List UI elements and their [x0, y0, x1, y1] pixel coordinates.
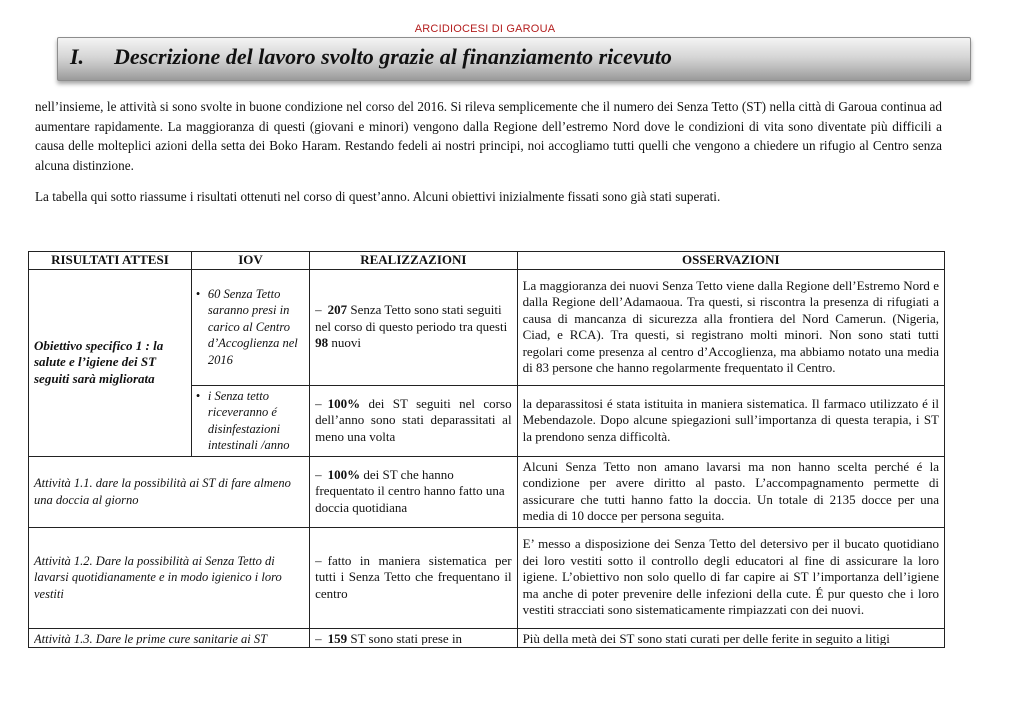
observation-text: Più della metà dei ST sono stati curati per delle ferite in seguito a litigi: [522, 630, 890, 645]
table-row: [29, 456, 945, 527]
realization-cell: [310, 269, 517, 385]
realization-line: [315, 631, 511, 645]
header-risultati-attesi: RISULTATI ATTESI: [29, 252, 192, 270]
section-banner: [57, 37, 971, 81]
realization-text: ST sono stati prese in: [350, 630, 463, 645]
observation-cell: la deparassitosi é stata istituita in maniera sistematica. Il farmaco utilizzato é il Mebendazole. Dopo alcune spiegazioni sull’importanza di questa terapia, i ST la prendono senza difficoltà.: [517, 385, 944, 456]
realization-text: Senza Tetto sono stati seguiti nel corso di questo periodo tra questi: [315, 302, 508, 334]
table-row: [29, 527, 945, 628]
section-title: Descrizione del lavoro svolto grazie al finanziamento ricevuto: [114, 44, 672, 69]
header-realizzazioni: REALIZZAZIONI: [310, 252, 517, 270]
section-number: I.: [70, 44, 85, 69]
realization-number: 100%: [327, 395, 361, 411]
activity-cell: Attività 1.1. dare la possibilità ai ST di fare almeno una doccia al giorno: [29, 456, 310, 527]
realization-cell: [310, 628, 517, 647]
realization-text: dei ST che hanno frequentato il centro hanno fatto una doccia quotidiana: [315, 466, 505, 515]
iov-text: i Senza tetto riceveranno é disinfestazioni intestinali /anno: [207, 388, 290, 452]
realization-cell: [310, 456, 517, 527]
realization-cell: [310, 527, 517, 628]
realization-number: 100%: [327, 466, 361, 482]
dash-marker: –: [315, 302, 322, 318]
iov-cell: [191, 269, 309, 385]
observation-cell: Alcuni Senza Tetto non amano lavarsi ma non hanno scelta perché é la condizione per avere diritto al pasto. L’accompagnamento permette di assicurare che tutti hanno fatto la doccia. Un totale di 2135 docce per una media di 10 docce per persona seguita.: [517, 456, 944, 527]
dash-marker: –: [315, 395, 322, 411]
realization-cell: [310, 385, 517, 456]
header-iov: IOV: [191, 252, 309, 270]
realization-number: 159: [327, 630, 348, 645]
iov-text: 60 Senza Tetto saranno presi in carico al Centro d’Accoglienza nel 2016: [207, 286, 298, 367]
dash-marker: –: [315, 466, 322, 482]
realization-text-end: nuovi: [331, 335, 361, 351]
observation-cell: [517, 628, 944, 647]
activity-text: Attività 1.3. Dare le prime cure sanitarie ai ST: [34, 631, 268, 645]
intro-paragraph: nell’insieme, le attività si sono svolte in buone condizione nel corso del 2016. Si rileva semplicemente che il numero dei Senza Tetto (ST) nella città di Garoua continua ad aumentare rapidamente. La maggioranza di questi (giovani e minori) vengono dalla Regione dell’estremo Nord dove le condizioni di vita sono diventate più difficili a causa delle molteplici azioni della setta dei Boko Haram. Restando fedeli ai nostri principi, noi accogliamo tutti quelli che vengono a chiedere un rifugio al Centro senza alcuna distinzione.: [35, 99, 942, 173]
activity-cell: [29, 628, 310, 647]
objective-cell: Obiettivo specifico 1 : la salute e l’igiene dei ST seguiti sarà migliorata: [29, 269, 192, 456]
table-row: [29, 628, 945, 647]
observation-cell: E’ messo a disposizione dei Senza Tetto del detersivo per il bucato quotidiano dei loro vestiti sotto il controllo degli educatori al fine di assicurare la loro igiene. L’obiettivo non solo quello di far capire ai ST l’importanza dell’igiene ma anche di poter prevenire delle infezioni della cute. É pur questo che i loro vestiti stracciati sono sistematicamente rimpiazzati con dei nuovi.: [517, 527, 944, 628]
observation-cell: La maggioranza dei nuovi Senza Tetto viene dalla Regione dell’Estremo Nord e dalla Regione dell’Adamaoua. Tra questi, si riscontra la presenza di rifugiati a causa di mancanza di sicurezza alla frontiera del Nord Camerun. (Nigeria, Ciad, e RCA). Tra questi, si registrano molti minori. Non sono stati tutti regolari come presenza al centro d’Accoglienza, ma abbiamo notato una media di 83 persone che hanno regolarmente frequentato il Centro.: [517, 269, 944, 385]
activity-cell: Attività 1.2. Dare la possibilità ai Senza Tetto di lavarsi quotidianamente e in modo igienico i loro vestiti: [29, 527, 310, 628]
header-osservazioni: OSSERVAZIONI: [517, 252, 944, 270]
realization-text: fatto in maniera sistematica per tutti i Senza Tetto che frequentano il centro: [315, 552, 512, 601]
dash-marker: –: [315, 630, 322, 645]
bullet-marker: •: [195, 286, 201, 301]
realization-number: 207: [327, 302, 348, 318]
bullet-marker: •: [195, 388, 201, 403]
realization-number-new: 98: [315, 335, 329, 351]
results-table: [28, 251, 945, 648]
table-intro-paragraph: La tabella qui sotto riassume i risultati ottenuti nel corso di quest’anno. Alcuni obiettivi inizialmente fissati sono già stati superati.: [35, 189, 721, 204]
table-row: [29, 269, 945, 385]
dash-marker: –: [315, 552, 322, 568]
iov-cell: [191, 385, 309, 456]
realization-text: dei ST seguiti nel corso dell’anno sono stati deparassitati al meno una volta: [315, 395, 512, 444]
table-header-row: [29, 252, 945, 270]
organization-name: ARCIDIOCESI DI GAROUA: [414, 23, 556, 35]
